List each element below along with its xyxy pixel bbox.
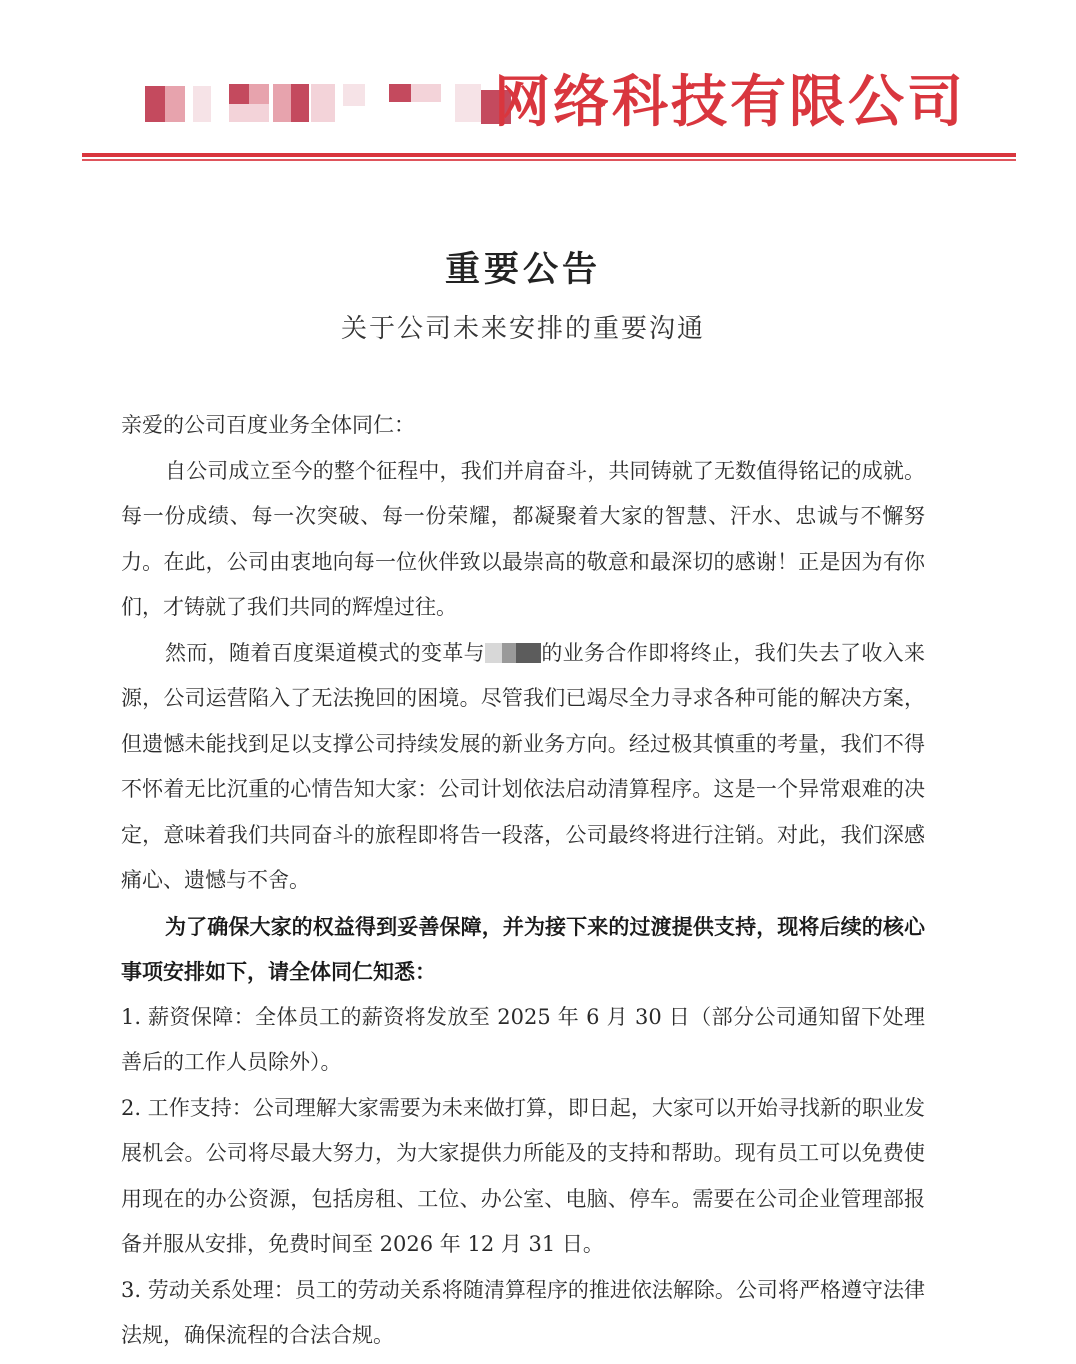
paragraph-liquidation (121, 631, 925, 904)
notice-body (121, 403, 925, 1359)
company-name: 网络科技有限公司 (494, 70, 966, 135)
redacted-company-name-mosaic (145, 80, 515, 126)
notice-subtitle: 关于公司未来安排的重要沟通 (340, 314, 705, 344)
redacted-partner-name (485, 643, 541, 663)
notice-title: 重要公告 (444, 249, 601, 290)
list-item-labor-relations: 3. 劳动关系处理：员工的劳动关系将随清算程序的推进依法解除。公司将严格遵守法律法规，确保流程的合法合规。 (121, 1277, 925, 1347)
paragraph-arrangements-intro: 为了确保大家的权益得到妥善保障，并为接下来的过渡提供支持，现将后续的核心事项安排如下，请全体同仁知悉： (121, 913, 925, 984)
list-item-salary: 1. 薪资保障：全体员工的薪资将发放至 2025 年 6 月 30 日（部分公司通知留下处理善后的工作人员除外）。 (121, 1004, 925, 1074)
list-item-work-support: 2. 工作支持：公司理解大家需要为未来做打算，即日起，大家可以开始寻找新的职业发展机会。公司将尽最大努力，为大家提供力所能及的支持和帮助。现有员工可以免费使用现在的办公资源，包括房租、工位、办公室、电脑、停车。需要在公司企业管理部报备并服从安排，免费时间至 2026 年 12 月 31 日。 (121, 1095, 925, 1256)
letterhead-divider-thin (82, 159, 1016, 161)
paragraph-liquidation-part-2: 的业务合作即将终止，我们失去了收入来源，公司运营陷入了无法挽回的困境。尽管我们已竭尽全力寻求各种可能的解决方案，但遗憾未能找到足以支撑公司持续发展的新业务方向。经过极其慎重的考量，我们不得不怀着无比沉重的心情告知大家：公司计划依法启动清算程序。这是一个异常艰难的决定，意味着我们共同奋斗的旅程即将告一段落，公司最终将进行注销。对此，我们深感痛心、遗憾与不舍。 (121, 640, 925, 892)
paragraph-liquidation-part-1: 然而，随着百度渠道模式的变革与 (165, 640, 485, 665)
paragraph-gratitude: 自公司成立至今的整个征程中，我们并肩奋斗，共同铸就了无数值得铭记的成就。每一份成绩、每一次突破、每一份荣耀，都凝聚着大家的智慧、汗水、忠诚与不懈努力。在此，公司由衷地向每一位伙伴致以最崇高的敬意和最深切的感谢！正是因为有你们，才铸就了我们共同的辉煌过往。 (121, 458, 925, 619)
letterhead (0, 0, 1076, 170)
salutation: 亲爱的公司百度业务全体同仁： (121, 413, 415, 437)
letterhead-divider (82, 153, 1016, 157)
